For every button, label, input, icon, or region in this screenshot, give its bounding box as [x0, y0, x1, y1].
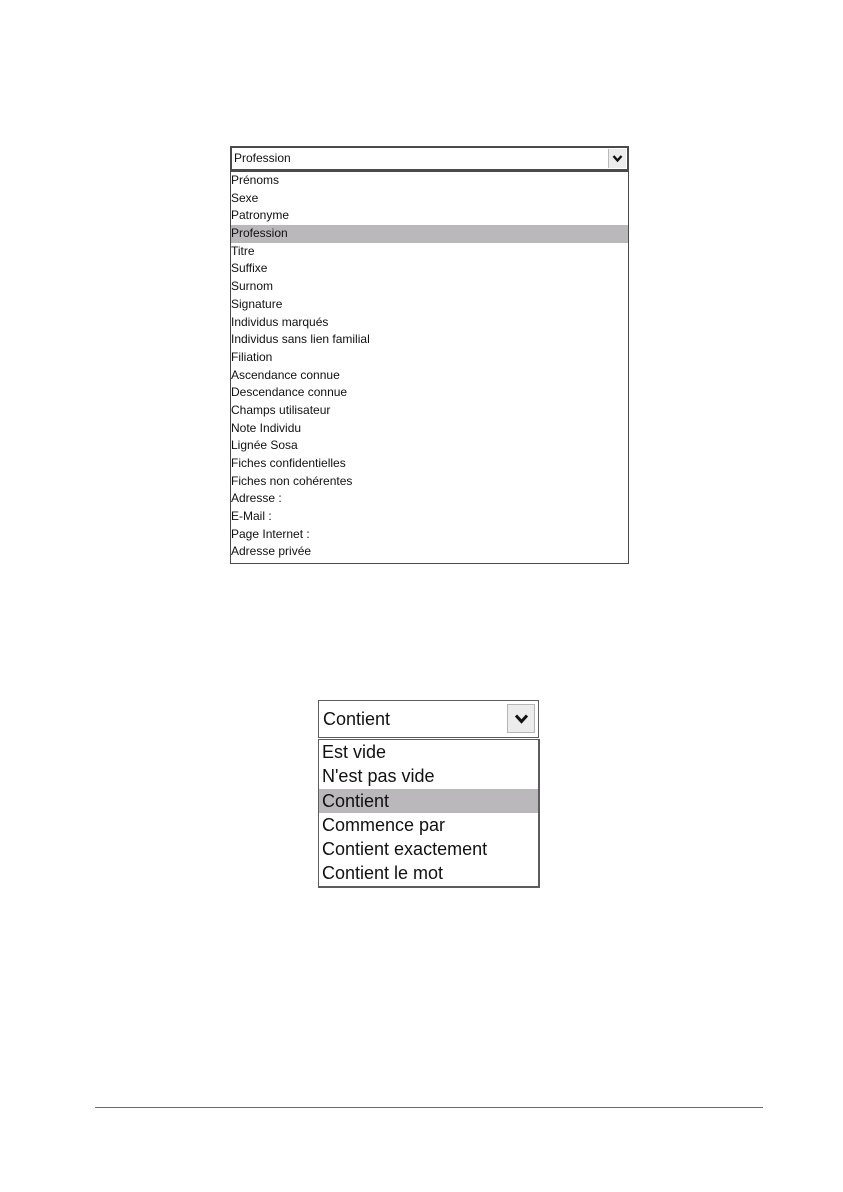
field-option[interactable]: Signature: [231, 296, 283, 311]
operator-option[interactable]: N'est pas vide: [322, 766, 435, 787]
field-option-selected[interactable]: Profession: [231, 225, 628, 243]
field-option[interactable]: Ascendance connue: [231, 367, 340, 382]
field-option[interactable]: Adresse privée: [231, 544, 312, 559]
field-option[interactable]: Titre: [231, 243, 255, 258]
field-select-value: Profession: [234, 151, 291, 165]
operator-select-box[interactable]: [318, 700, 539, 738]
operator-option[interactable]: Est vide: [322, 742, 387, 762]
operator-option[interactable]: Contient le mot: [322, 863, 444, 884]
operator-option[interactable]: Contient exactement: [322, 839, 488, 860]
field-option[interactable]: Fiches confidentielles: [231, 456, 346, 470]
field-option[interactable]: Individus sans lien familial: [231, 332, 370, 347]
operator-dropdown-button[interactable]: [507, 704, 535, 733]
field-option[interactable]: Suffixe: [231, 261, 268, 276]
field-option[interactable]: Sexe: [231, 190, 259, 205]
field-option[interactable]: Descendance connue: [231, 385, 348, 400]
operator-option-selected[interactable]: Contient: [319, 789, 538, 813]
field-option[interactable]: Page Internet :: [231, 526, 310, 541]
chevron-down-icon: [612, 154, 623, 163]
operator-select-value: Contient: [323, 709, 391, 729]
field-option[interactable]: Individus marqués: [231, 314, 329, 329]
operator-options-list[interactable]: [318, 739, 540, 888]
operator-option[interactable]: Commence par: [322, 814, 446, 835]
field-option[interactable]: E-Mail :: [231, 509, 272, 524]
field-option[interactable]: Lignée Sosa: [231, 438, 298, 453]
field-options-list[interactable]: [230, 171, 629, 564]
field-option[interactable]: Adresse :: [231, 491, 282, 506]
field-select-box[interactable]: [230, 146, 629, 171]
operator-dropdown[interactable]: [318, 700, 540, 888]
field-dropdown-button[interactable]: [608, 149, 626, 168]
chevron-down-icon: [514, 713, 529, 725]
field-dropdown[interactable]: [230, 146, 629, 564]
field-option[interactable]: Fiches non cohérentes: [231, 473, 353, 488]
field-option[interactable]: Prénoms: [231, 173, 280, 187]
field-option[interactable]: Filiation: [231, 349, 273, 364]
field-option[interactable]: Note Individu: [231, 420, 302, 435]
field-option[interactable]: Surnom: [231, 279, 274, 294]
footer-divider: [95, 1107, 763, 1108]
field-option[interactable]: Patronyme: [231, 208, 290, 223]
field-option[interactable]: Champs utilisateur: [231, 402, 331, 417]
